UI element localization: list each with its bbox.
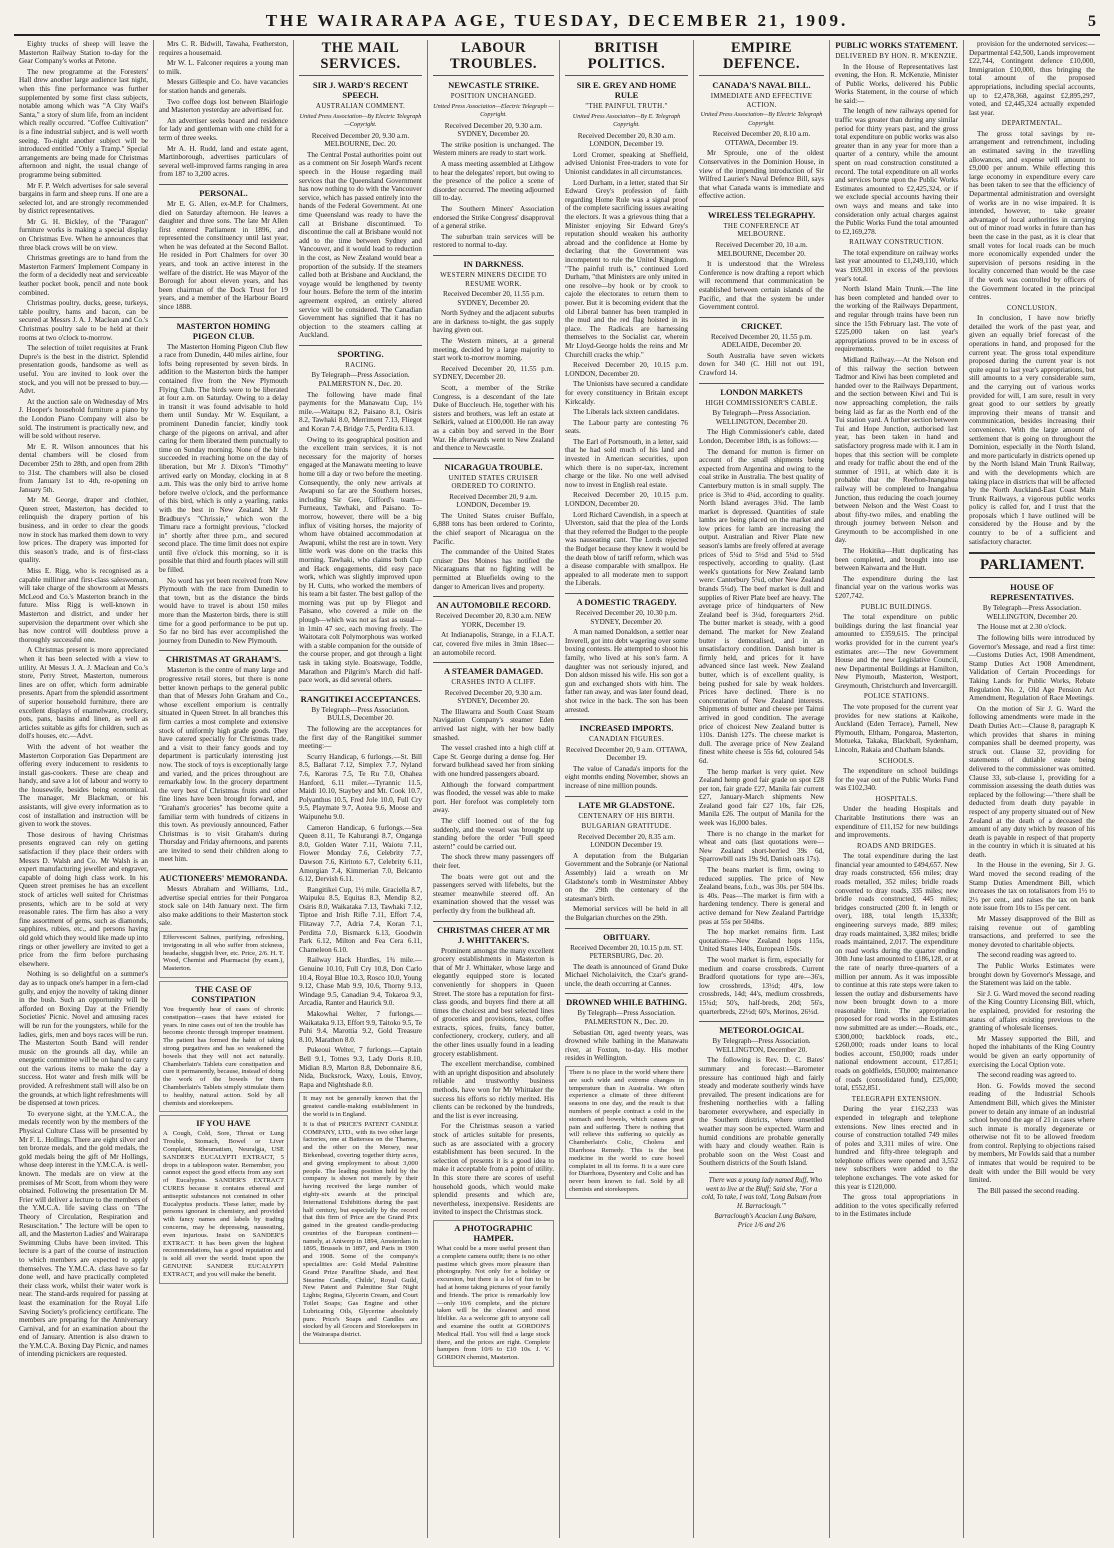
paragraph: The total expenditure during the last financial year amounted to £494,657. New dray roads constructed, 656 miles; dray roads metalled, 352 miles; bridle roads converted to dray roads, 335 miles; new bridle roads constructed, 445 miles; bridges constructed (200 ft. in length or over), 188, total length 15,333ft; engineering surveys made, 889 miles; dray roads maintained, 3,382 miles; bridle roads maintained, 2,017. The expenditure on road works during the quarter ending 30th June last amounted to £186,128, or at the rate of nearly three-quarters of a million per annum. As it was impossible to continue at this rate steps were taken to lessen the outlay and disbursements have now been brought down to a more reasonable limit. The appropriation proposed for road works in the Estimates now submitted are as under:—Roads, etc., £300,000; backblock roads, etc., £260,000; roads under loans to local bodies account, £50,000; roads under national endowment account, £17,851; roads on goldfields, £50,000; maintenance of roads (consolidated fund), £25,000; total, £552,851. [835,852,958,1093]
dateline: Received December 20, 10.30 p.m. SYDNEY, December 20. [575,608,678,626]
paragraph: The gross total appropriations in addition to the votes specifically referred to in the Estimates include [835,1193,958,1219]
paragraph: A deputation from the Bulgarian Government and the Sobranje (or National Assembly) laid a wreath on Mr Gladstone's tomb in Westminster Abbey on the 29th the centenary of the statesman's birth. [565,851,688,903]
house-heading: HOUSE OF REPRESENTATIVES. [990,582,1074,603]
paragraph: Scurry Handicap, 6 furlongs.—St. Bill 8.5, Ballarat 7.12, Simplex 7.7, Nyland 7.6, Karoras 7.5, Te Ru 7.0, Ohahea Hanford, 6.11 miler.—Tyrannic 11.5, Maidi 10.10, Staybey and Mt. Cook 10.7, Polyanthus 10.5, Fred Jole 10.0, Full Cry 9.5, Playmate 9.7, Aotea 9.6, Moose and Waipunehu 9.0. [299,752,422,821]
balsam-advert: Barraclough's Acacian Lung Balsam, Price 1/6 and 2/6 [714,1213,817,1229]
paragraph: The second reading was agreed to. [977,1071,1077,1080]
paragraph: The vote proposed for the current year provides for new stations at Kaikohe, Auckland (Eden Terrace), Parnell, New Plymouth, Eltham, Pongaroa, Masterton, Motueka, Takaka, Blackball, Sydenham, Lincoln, Rakaia and Chatham Islands. [835,702,958,754]
paragraph: The hemp market is very quiet. New Zealand hemp good fair grade on spot £28 per ton, fair grade £27, Manila fair current £27, January-March shipments New Zealand good fair £27 10s, fair £26, Manila £26. The output of Manila for the week was 16,000 bales. [699,767,824,828]
pigeon-club-article [159,343,288,646]
paragraph: Cameron Handicap, 6 furlongs.—Sea Queen 8.11, Te Kahurangi 8.7, Onganga 8.0, Golden Water 7.11, Waiotu 7.11, Flower Monday 7.6, Celebrity 7.7, Dawson 7.6, Kiritoto 6.7, Celebrity 6.11, Amorgian 7.4, Kimmerian 7.0, Belcanto 6.12, Dervish 6.11. [299,823,422,884]
paragraph: The excellent merchandise, combined with an upright disposition and absolutely reliable and trustworthy business methods, have won for Mr Whittaker the success his efforts so richly merited. His clients can be reckoned by the hundreds, and the list is ever increasing. [433,1060,554,1120]
paragraph: Messrs Gillespie and Co. have vacancies for station hands and generals. [159,78,288,95]
dateline: Received December 20, 8.35 a.m. LONDON December 19. [577,832,676,850]
wanted-notices [159,40,288,179]
racing-article [299,391,422,685]
roads-article [835,852,958,1093]
paragraph: The expenditure on school buildings for the year out of the Public Works Fund was £102,340. [835,767,958,793]
racing-subheading: RACING. [345,360,376,369]
constipation-advert-heading: THE CASE OF CONSTIPATION [191,984,256,1005]
paragraph: Mr Massey supported the Bill, and hoped the inhabitants of the King Country would be given an early opportunity of exercising the Local Option vote. [969,1034,1095,1069]
labour-troubles-banner: LABOUR TROUBLES. [433,40,554,76]
grey-article [565,151,688,588]
dateline: Received December 20, 9.30 a.m. SYDNEY, December 20. [444,121,543,139]
naval-subheading: IMMEDIATE AND EFFECTIVE ACTION. [710,92,813,109]
ward-speech-heading: SIR J. WARD'S RECENT SPEECH. [312,80,409,100]
paragraph: Mr Massey disapproved of the Bill as raising revenue out of gambling transactions, and preferred to see the money devoted to charitable objects. [969,915,1095,949]
markets-subheading: HIGH COMMISSIONER'S CABLE. [705,398,818,407]
bulgarian-subheading: BULGARIAN GRATITUDE. [581,822,672,831]
paragraph: The United States cruiser Buffalo, 6,888 tons has been ordered to Corinto, the chief seaport of Nicaragua on the Pacific. [433,511,554,546]
pigeon-club-heading: MASTERTON HOMING PIGEON CLUB. [159,317,288,341]
paragraph: On the motion of Sir J. G. Ward the following amendments were made in the Death Duties Act:—Clause 8, paragraph K which provides that shares in mining companies shall be deemed property, was struck out. Clause 32, providing for statements of dutiable estate being delivered to the commissioner was omitted. Clause 33, sub-clause 1, providing for a commission assessing the death duties was replaced by the following:—"there shall be deducted from death duty payable in respect of any property situated out of New Zealand at the death of a deceased the amount of any duty which by reason of his death is payable in respect of that property in the country in which it is situated at his death. [969,704,1095,859]
paragraph: The beans market is firm, owing to reduced supplies. The price of New Zealand beans, f.o.b., was 30s. per 504 lbs. is 40s. Peas—The market is firm with a hardening tendency. There is general and active demand for New Zealand Partridge peas at 55s per 504lbs. [699,866,824,926]
paragraph: The Liberals lack sixteen candidates. [573,408,680,417]
wireless-subheading: THE CONFERENCE AT MELBOURNE. [723,221,800,239]
public-works-subheading: DELIVERED BY HON. R. M'KENZIE. [835,52,958,60]
paragraph: Mr M. George, draper and clothier, Queen street, Masterton, has decided to relinquish the drapery portion of his business, and in order to clear the goods now in stock has marked them down to very low prices. The drapery was imported for this season's trade, and is of first-class quality. [19,496,148,565]
paragraph: It is understood that the Wireless Conference is now drafting a report which will recommend that communication be established between certain islands of the Pacific, and that the system be under Government control. [699,260,824,312]
cricket-heading: CRICKET. [699,317,824,331]
schools-article [835,767,958,793]
graham-heading: CHRISTMAS AT GRAHAM'S. [159,650,288,664]
paragraph: North Sydney and the adjacent suburbs are in darkness to-night, the gas supply having given out. [433,309,554,335]
western-miners-subheading: WESTERN MINERS DECIDE TO RESUME WORK. [440,271,547,288]
auction-article [159,885,288,928]
masthead-title: THE WAIRARAPA AGE, TUESDAY, DECEMBER 21, 1909. [265,11,849,30]
dateline: By Telegraph—Press Association. WELLINGTON, December 20. [712,1037,811,1054]
dateline: Received December 20, 9.30 a.m. SYDNEY, December 20. [444,688,543,706]
cricket-article [699,352,824,378]
police-article [835,703,958,755]
hospitals-subheading: HOSPITALS. [875,794,918,803]
obituary-article [565,963,688,989]
paragraph: The expenditure during the last financial year on the various works was £207,742. [835,574,958,601]
paragraph: The following have made final payments for the Manawatu Cup, 1½ mile.—Waitapu 8.2, Paisano 8.1, Osiris 8.2, Tawhaki 8.0, Merriment 7.13, Fliegot and Koran 7.4, Bridge 7.5, Perdita 6.13. [299,390,422,433]
paragraph: Sebastian Ott, aged twenty years, was drowned while bathing in the Manawatu river, at Foxton, to-day. His mother resides in Wellington. [565,1028,688,1063]
paragraph: The death is announced of Grand Duke Michael Nicholaivitch, the Czar's grand-uncle, the death occurring at Cannes. [565,962,688,988]
column-7 [830,40,964,1538]
dateline: Received December 20, 10 a.m. MELBOURNE, December 20. [715,240,808,258]
paragraph: A man named Donaldson, a settler near Inverell, got into debt wagering over some boxing contests. He attempted to shoot his family, who lived at his son's farm. A daughter was not seriously injured, and Don aldson missed his wife. His son got a gun and exchanged shots with him. The father ran away, and was later found dead, shot twice in the back. The son has been arrested. [565,628,688,714]
paragraph: The new programme at the Foresters' Hall drew another large audience last night, when this fine performance was further supplemented by some first class subjects, notable among which was "A City Waif's Santa," a story of slum life, from an incident which really occurred. "Coffee Cultivation" is a fine industrial subject, and is well worth seeing. To-night another subject will be introduced entitled "Only a Tramp." Special arrangements are being made for Christmas afternoon and night, the usual change of programme being submitted. [19,67,148,179]
public-works-continued [969,40,1095,117]
dateline: By Telegraph—Press Association. PALMERSTON N., Dec. 20. [577,1009,676,1027]
railway-article [835,249,958,601]
british-politics-banner: BRITISH POLITICS. [565,40,688,76]
paragraph: The Earl of Portsmouth, in a letter, said that he had sold much of his land and invested in American securities, upon which there is no super-tax, increment charge or the like. No one well advised now to invest in English real estate. [565,437,688,489]
paragraph: The wool market is firm, especially for medium and coarse crossbreds. Current Bradford quotations for type are—36's, low crossbreds, 13½d; 40's, low crossbreds, 14d; 44's, medium crossbreds, 15¼d; 50's, half-breds, 20d; 56's, quarterbreds, 22½d; 60's, Merinos, 26½d. [699,955,824,1016]
paragraph: Nothing is so delightful on a summer's day as to unpack one's hamper in a fern-clad gully, and enjoy the novelty of taking dinner in the bush. Such an opportunity will be afforded on Boxing Day at the Friendly Societies' Picnic. Novel and amusing races will be run for the youngsters, while for the ladies, girls, men and boys races will be run. The Masterton South Band will render music on the grounds all day, while an energetic committee will be on hand to carry out the various items to make the day a success. Hot water and fresh milk will be provided. A refreshment stall will also be on the grounds, at which light refreshments will be dispensed at town prices. [19,970,148,1108]
paragraph: Mr Sproule, one of the oldest Conservatives in the Dominion House, in view of the impending introduction of Sir Wilfred Laurier's Naval Defence Bill, says that what Canada wants is immediate and effective action. [699,149,824,201]
conclusion-article [969,314,1095,546]
gladstone-subheading: CENTENARY OF HIS BIRTH. [578,811,675,820]
paragraph: Eighty trucks of sheep will leave the Masterton Railway Station to-day for the Gear Company's works at Petone. [19,40,148,66]
salines-advert: Effervescent Salines, purifying, refreshing, invigorating in all who suffer from sickness, headache, sluggish liver, etc. Price, 2/6. H. T. Wood, Chemist and Pharmacist (by exam.), Masterton. [159,931,288,978]
paragraph: Received December 20, 11.55 p.m. SYDNEY, December 20. [433,364,554,382]
paragraph: Pukeoui Welter, 7 furlongs.—Captain Bell 9.1, Totnes 9.3, Lady Doris 8.10, Midian 8.9, Marton 8.8, Debonnaire 8.6, Nida, Bucksrock, Waxy, Louis, Envoy, Rapa and Nightshade 8.0. [299,1046,422,1089]
paragraph: With the advent of hot weather the Masterton Corporation Gas Department are offering every inducement to residents to install gas-cookers. These are cheap and handy, and save a lot of labour and worry to the housewife, besides being economical. The manager, Mr Blackman, or his assistants, will give every information as to cost of installation and instruction will be given to work the stoves. [19,742,148,829]
sporting-heading: SPORTING. [299,345,422,359]
paragraph: The cliff loomed out of the fog suddenly, and the vessel was brought up standing before the order "Full speed astern!" could be carried out. [433,817,554,851]
paragraph: The strike position is unchanged. The Western miners are ready to start work. [433,140,554,158]
newcastle-strike-heading: NEWCASTLE STRIKE. [448,80,539,90]
paragraph: South Australia have seven wickets down for 340 (C. Hill not out 191, Crawford 14. [699,351,824,378]
paragraph: Mr E. R. Wilson announces that his dental chambers will be closed from December 25th to 28th, and open from 28th to 31st. The chambers will also be closed from January 1st to 4th, re-opening on January 5th. [19,442,148,494]
divider [709,1172,814,1173]
photographic-hamper-advert: A PHOTOGRAPHIC HAMPER. What could be a more useful present than a complete camera outfit; there is no other pastime which gives more pleasure than photography. Not only for a holiday or excursion, but there is a lot of fun to be had at home taking pictures of your family and friends. The price is remarkably low—only 10/6 complete, and the picture taken will be the clearest and most lifelike. As a welcome gift to anyone call and examine the outfit at GORDON'S Medical Hall. You will find a large stock there, and the prices are right. Complete hampers from 10/6 to £10 10s. J. V. GORDON chemist, Masterton. [433,1220,554,1367]
dateline: Received December 20, 9.30 a.m. MELBOURNE, Dec. 20. [311,131,410,149]
personal-heading: PERSONAL. [159,184,288,198]
paragraph: The hop market remains firm. Last quotations—New Zealand hops 115s, United States 140s, European 150s. [699,928,824,954]
steamer-article [433,708,554,916]
imports-article [565,765,688,791]
schools-subheading: SCHOOLS. [878,756,915,765]
paragraph: The House met at 2.30 o'clock. [977,623,1067,632]
eucalypti-advert-heading: IF YOU HAVE [196,1118,251,1129]
newcastle-article [433,141,554,250]
darkness-heading: IN DARKNESS. [433,255,554,269]
paragraph: The length of new railways opened for traffic was greater than during any similar period for thirty years past, and the gross total expenditure on public works was also greater than in any year for more than a quarter of a century, while the amount spent on road construction constituted a record. The total expenditure on all works and services borne upon the Public Works Estimates amounted to £2,425,324, or if we exclude special accounts having their own ways and means and take into consideration only actual charges against the Public Works Fund the total amounted to £2,169,278. [835,107,958,236]
paragraph: The vessel crashed into a high cliff at Cape St. George during a dense fog. Her forward bulkhead saved her from sinking with one hundred passengers aboard. [433,744,554,779]
dateline: Received December 20, 8.30 a.m. LONDON, December 19. [577,131,676,149]
dateline: Received December 20, 11.55 p.m. ADELAIDE, December 20. [710,332,813,350]
meteorological-heading: METEOROLOGICAL [699,1021,824,1035]
paragraph: The Southern Miners' Association endorsed the Strike Congress' disapproval of a general strike. [433,205,554,231]
paragraph: There is no change in the market for wheat and oats (last quotations were—New Zealand short-berried 39s 6d, Sparrowbill oats 19s 9d, Danish oats 17s). [699,829,824,864]
paragraph: The following is Rev. D. C. Bates' summary and forecast:—Barometer pressure has continued high and fairly steady and moderate southerly winds have prevailed. The present indications are for freshening northerlies with a falling barometer everywhere, and especially in the Southern districts, where unsettled weather may soon be expected. Warm and humid conditions are probable generally with hazy and cloudy weather. Rain is probable soon on the West Coast and Southern districts of the South Island. [699,1056,824,1168]
photographic-hamper-heading: A PHOTOGRAPHIC HAMPER. [454,1222,533,1243]
paragraph: To everyone sight, at the Y.M.C.A., the medals recently won by the members of the Physical Culture Class will be presented by Mr F. L. Hollings. There are eight silver and ten bronze medals, and the gold medals, the gold medals being the gift of Mr Hollings, whose deep interest in the Y.M.C.A. is well-known. The medals are on view at the premises of Mr Scott, from whom they were obtained. Following the presentation Dr M. Frier will deliver a lecture to the members of the Y.M.C.A. life saving class on "The Theory of Circulation, Respiration and Resuscitation." The lecture will be open to all, and the Masterton Ladies' and Wairarapa Swimming Clubs have been invited. This lecture is a part of the course of instruction to which members are expected to apply themselves. The Y.M.C.A. class have so far done well, and have practically completed their class work, whilst their water work is near. The stand-ards required for passing at least the examination for the Royal Life Saving Society's proficiency certificate. The members are preparing for the Anniversary Carnival, and for an examination about the end of January. Attention is also drawn to the Y.M.C.A. Boxing Day Picnic, and names of intending picnickers are requested. [19,1109,148,1359]
paragraph: Two coffee dogs lost between Blairlogie and Masterton yesterday are advertised for. [159,97,288,115]
page-number: 5 [1088,13,1096,30]
graham-article [159,666,288,864]
steamer-heading: A STEAMER DAMAGED. [433,662,554,676]
paragraph: The total expenditure on public buildings during the last financial year amounted to £359,615. The principal works provided for in the current year's estimates are:—The new Government House and the new Legislative Council, new Departmental Buildings at Hamilton, New Plymouth, Masterton, Westport, Greymouth, Christchurch and Invercargill. [835,613,958,690]
drowned-heading: DROWNED WHILE BATHING. [565,993,688,1007]
paragraph: Mr F. P. Welch advertises for sale several bargains in farm and sheep runs. If one are a selected lot, and are strongly recommended by district representatives. [19,181,148,216]
police-subheading: POLICE STATIONS. [863,692,930,701]
paragraph: The second reading was agreed to. [977,951,1077,960]
parliament-banner: PARLIAMENT. [969,552,1095,578]
paragraph: Lord Cromer, speaking at Sheffield, advised Unionist Free-traders to vote for Unionist candidates in all circumstances. [565,150,688,177]
paragraph: The Masterton Homing Pigeon Club flew a race from Dunedin, 440 miles airline, four lofts being represented by seven birds. In addition to the Masterton birds the hamper contained five from the New Plymouth Flying Club. The birds were to be liberated at four a.m. on Saturday. Owing to a delay in transit it was found advisable to hold them until Sunday. Mr W. Esquilant, a prominent Dunedin fancier, kindly took charge of the pigeons on arrival, and after caring for them liberated them punctually to time on Sunday morning. None of the birds succeeded in reaching home on the day of liberation, but Mr J. Dixon's "Timothy" arrived early on Monday, clocking in at 8 a.m. This was the only bird to arrive home before twelve o'clock, and the performance of this bird, which is only a yearling, ranks with the best in New Zealand. Mr J. Bradbury's "Chrissie," which won the Timaru race a fortnight previous, "clocked in" shortly after three p.m., and secured second place. The time limit does not expire until five o'clock this morning, so it is possible that third and fourth places will still be filled. [159,342,288,575]
paragraph: Prominent amongst the many excellent grocery establishments in Masterton is that of Mr J. Whittaker, whose large and elegantly equipped store is located conveniently for shoppers in Queen Street. The store has a reputation for first-class goods, and buyers find there at all times the choicest and best selected lines of groceries and provisions, teas, coffee extracts, spices, fruits, fancy butter, confectionery, crockery, cutlery, and all the other lines usually found in a leading grocery establishment. [433,946,554,1058]
paragraph: Messrs Abraham and Williams, Ltd., advertise special entries for their Pongaroa stock sale on 14th January next. The firm also make additions to their Masterton stock sale. [159,885,288,928]
price-candle-advert: It may not be generally known that the greatest candle-making establishment in the world is in England. It is that of PRICE'S PATENT CANDLE COMPANY, LTD., with its two other large factories, one at Battersea on the Thames, and the other on the Mersey, near Birkenhead, covering together thirty acres, and giving employment to about 3,000 people. The leading position held by the company is shown not merely by their having received the large number of eighty-six awards at the principal International Exhibitions during the past half century, but especially by the record that this firm of Price are the Grand Prix gained in the greatest candle-producing countries of the European continent—namely, at Antwerp in 1894, Amsterdam in 1895, Brussels in 1897, and Paris in 1900 and 1908. Some of the company's specialities are: Gold Medal Palmitine Grand Prize Paraffine Shade, and Best Stearine Candle, Childs', Royal Guild, New Patent and Palmitine Star Night Lights; Regina, Glycerin Cream, and Court Toilet Soaps; Gas Engine and other Lubricating Oils, Glycerine absolutely pure. Price's Soaps and Candles are stocked by all Grocers and Storekeepers in the Wairarapa district. [299,1092,422,1344]
dateline: Received December 20, 8.30 a.m. NEW YORK, December 19. [435,612,552,629]
paragraph: Scott, a member of the Strike Congress, is a descendant of the late Duke of Buccleuch. He, together with his sisters and brothers, was left an estate at Selkirk, valued at £100,000. He ran away as a cabin boy and served in the Boer War. He afterwards went to New Zealand and thence to Newcastle. [433,383,554,453]
mail-services-banner: THE MAIL SERVICES. [299,40,422,76]
wireless-article [699,260,824,312]
paragraph: The boats were got out and the passengers served with lifebelts, but the steamer meanwhile steered off. An examination showed that the vessel was perfectly dry from the bulkhead aft. [433,872,554,915]
masthead [14,8,1100,36]
paragraph: The High Commissioner's cable, dated London, December 18th, is as follows:— [699,428,824,445]
paragraph: The total expenditure on railway works last year amounted to £1,249,110, which was £69,301 in excess of the previous year's total. [835,248,958,283]
paragraph: The shock threw many passengers off their feet. [433,853,554,870]
chamberlain-remedy-advert: There is no place in the world where there are such wide and extreme changes in temperature than in Australia. We often experience a climate of three different seasons in one day, and the result is that numbers of people contract a cold in the stomach and bowels, which causes great pain and suffering. There is nothing that will relieve this suffering so quickly as Chamberlain's Colic, Cholera and Diarrhoea Remedy. This is the best medicine in the world to cure bowel complaint in all its forms. It is a sure cure for Diarrhoea, Dysentery and Colic and has never been known to fail. Sold by all chemists and storekeepers. [565,1066,688,1199]
paragraph: Makowhai Welter, 7 furlongs.—Waikataka 9.13, Effort 9.9, Taitoko 9.5, Te Puhi 9.4, Marottia 9.2, Gold Treasure 8.10, Marathon 8.0. [299,1010,422,1044]
whittaker-heading: CHRISTMAS CHEER AT MR J. WHITTAKER'S. [433,921,554,945]
paragraph: The commander of the United States cruiser Des Moines has notified the Nicaraguans that no fighting will be permitted at Bluefields owing to the danger to American lives and property. [433,548,554,591]
paragraph: Rangitikei Cup, 1½ mile. Graciella 8.7, Waipuku 8.5, Equitas 8.3, Mendip 8.2, Osiris 8.0, Waikataka 7.13, Tawhaki 7.12, Tiptoe and Irish Rifle 7.11, Effort 7.4, Flitaway 7.7, Adria 7.4, Koran 7.1, Perditta 7.0, Bismarck 6.13, Goodwin Park 6.12, Milton and Fea Cera 6.11, Chameleon 6.10. [299,885,422,954]
paragraph: The Illawarra and South Coast Steam Navigation Company's steamer Eden arrived last night, with her bow badly smashed. [433,707,554,742]
dateline: Received December 20, 9 a.m. OTTAWA, December 19. [565,745,688,763]
roads-subheading: ROADS AND BRIDGES. [856,841,937,850]
imports-subheading: CANADIAN FIGURES. [588,735,665,744]
paragraph: During the year £162,233 was expended in telegraph and telephone extensions. New lines erected and in course of construction totalled 749 miles of poles and 3,311 miles of wire. One hundred and fifty-three telegraph and telephone offices were opened and 3,552 new subscribers were added to the telephone exchanges. The vote asked for this year is £120,000. [835,1105,958,1191]
paragraph: Mr E. G. Allen, ex-M.P. for Chalmers, died on Saturday afternoon. He leaves a daughter and three sons. The late Mr Allen first entered Parliament in 1896, and represented the constituency until last year, when he was defeated at the Second Ballot. He resided in Port Chalmers for over 30 years, and took an active interest in the welfare of the district. He was Mayor of the Borough for about eleven years, and has been chairman of the Dock Trust for 19 years, and a member of the Harbour Board since 1888. [159,199,288,312]
paragraph: A Christmas present is more appreciated when it has been selected with a view to utility. At Messrs J. A. J. Maclean and Co.'s store, Perry Street, Masterton, numerous lines are on offer, which form admirable presents. Apart from the splendid assortment of superior household furniture, there are excellent displays of enamelware, crockery, pots, pans, basins and linen, as well as articles suitable as gifts for children, such as doll's houses, etc.—Advt. [19,646,148,741]
departmental-subheading: DEPARTMENTAL. [1001,119,1063,128]
imports-heading: INCREASED IMPORTS. [565,719,688,733]
column-2 [154,40,294,1538]
paragraph: In the House in the evening, Sir J. G. Ward moved the second reading of the Stamp Duties Amendment Bill, which increases the tax on totalisators from 1½ to 2½ per cent., and raises the tax on bank note issue from 10s to 15s per cent. [969,861,1095,913]
paragraph: The Labour party are contesting 76 seats. [565,418,688,436]
rangitikei-heading: RANGITIKEI ACCEPTANCES. [299,690,422,704]
paragraph: Railway Hack Hurdles, 1¾ mile.—Genuine 10.10, Full Cry 10.8, Don Carlo 10.4, Royal Blue 10.3, Rosco 10.0, Young 9.12, Chase Mab 9.9, 10.6, Thorny 9.13, Windage 9.5, Canadian 9.4, Tokaroa 9.3, Arcadia, Ranter and Haurick 9.0. [299,956,422,1008]
paragraph: The following bills were introduced by Governor's Message, and read a first time:—Customs Duties Act, 1908 Amendment, Stamp Duties Act 1908 Amendment, Validation of Certain Proceedings for Taking Lands for Public Works, Rebate Regulation No. 2, Old Age Pension Act Amendment, Regulation of Race Meetings. [969,634,1095,703]
grey-home-rule-heading: SIR E. GREY AND HOME RULE [576,80,677,100]
nicaragua-heading: NICARAGUA TROUBLE. [433,458,554,472]
paragraph: Under the heading Hospitals and Charitable Institutions there was an expenditure of £11,152 for new buildings and improvements. [835,805,958,840]
dateline: By Telegraph—Press Association. WELLINGTON, December 20. [982,604,1082,621]
dateline: Received December 20, 10.15 p.m. ST. PETERSBURG, Dec. 20. [570,943,683,961]
paragraph: provision for the undernoted services:—Departmental £42,500, Lands improvement £22,744, Contingent defence £10,000, Immigration £10,000, thus bringing the total amount of the proposed appropriations, including special accounts, up to £2,478,368, against £2,895,297, voted, and £2,445,324 actually expended last year. [969,40,1095,117]
paragraph: Mrs C. R. Bidwill, Tawaha, Featherston, requires a housemaid. [159,40,288,57]
paragraph: Mr A. H. Rudd, land and estate agent, Martinborough, advertises particulars of several well-improved farms ranging in area from 187 to 3,200 acres. [159,144,288,179]
paragraph: For the Christmas season a varied stock of articles suitable for presents, such as are associated with a grocery establishment has been secured. In the selection of presents it is a good idea to make it acceptable from a point of utility. In this store there are scores of useful household goods, which would make splendid presents and which are, nevertheless, inexpensive. Residents are invited to inspect the Christmas stock. [433,1122,554,1217]
paragraph: Owing to its geographical position and the excellent train services, it is not necessary for the majority of horses engaged at the Manawatu meeting to leave home till a day or two before the meeting. Consequently, the only new arrivals at Awapuni so far are the Southern horses, including Sir Gee, Gifford's team—Furneaux, Tawhaki, and Paisano. To-morrow, however, there will be a big influx of visiting horses, the majority of whom have obtained accommodation at Awapuni, whilst the rest are in town. Very little work was done on the tracks this morning. Tawhaki, who claims both Cup and Hack engagements, did easy pace work, which was slightly improved upon by H. Cutts, who worked the members of his team a bit faster. The best gallop of the morning was put up by Fliegot and Paisano, who covered a mile on the plough—which was not as fast as usual—in 1min 47 sec, each moving freely. The Waitotara colt Polymorphous was worked with a stable companion for the outside of the course proper, and got through a light task in taking style. Boatswage, Toddle, Marathon and Pilgrim's March did half-pace work, as did several others. [299,435,422,685]
buildings-subheading: PUBLIC BUILDINGS. [860,602,933,611]
paragraph: The demand for mutton is firmer on account of the small shipments being expected from Argentina and owing to the coal strike in Australia. The best quality of Canterbury mutton is in small supply. The price is 3¾d to 4¼d, according to quality. North Island averages 3¾d. The lamb market is depressed. Quantities of stale lambs are being placed on the market and low prices for lamb are increasing the output. Australian and River Plate new season's lambs are freely offered at average prices of 5¼d to 5½d and 5¼d to 5¾d respectively, according to quality. (Last week's quotations for New Zealand lamb were: Canterbury 5¾d, other New Zealand brands 5¼d). The beef market is dull and supplies of River Plate beef are heavy. The average price of hindquarters of New Zealand beef is 3¼d, forequarters 2½d. The butter market is steady, with a good demand. The market for New Zealand butter is demoralised, and in an unsatisfactory condition. Danish butter is firmly held, and prices for it have advanced since last week. New Zealand butter, which is of excellent quality, is being pushed for sale by weak holders. Prices have declined. There is no concentration of New Zealand interests. Shipments of butter and cheese per Tainui arrived in good condition. The average price of choicest New Zealand butter is 110s. Danish 127s. The cheese market is dull. The average price of New Zealand finest white cheese is 55s 6d, coloured 54s 6d. [699,447,824,765]
dateline: Received December 20, 11.55 p.m. SYDNEY, December 20. [442,290,545,307]
nicaragua-article [433,512,554,591]
paragraph: Masterton is the centre of many large and progressive retail stores, but there is none better known perhaps to the general public than that of Messrs John Graham and Co., whose excellent emporium is centrally situated in Queen Street. In all branches this firm carries a most complete and extensive stock of uniformly high grade goods. They have catered specially for Christmas trade, and a visit to their fancy goods and toy department is particularly interesting just now. The stock of toys is exceptionally large and varied, and the prices throughout are remarkably low. In the grocery department the very best of Christmas fruits and other fine lines have been brought forward, and "Graham's groceries" has become quite a familiar term with hundreds of citizens in this town. As previously announced, Father Christmas is to visit Graham's during Thursday and Friday afternoons, and parents are invited to send their children along to meet him. [159,666,288,864]
paragraph: Although the forward compartment was flooded, the vessel was able to make port. Her forefoot was completely torn away. [433,780,554,815]
telegraph-subheading: TELEGRAPH EXTENSION. [851,1094,942,1103]
copyright-credit: United Press Association—By Electric Telegraph Copyright. [700,111,823,127]
eucalypti-advert: IF YOU HAVE A Cough, Cold, Sore, Throat or Lung Trouble, Stomach, Bowel or Liver Complaint, Rheumatism, Neuralgia, USE SANDER'S EUCALYPTI EXTRACT, 5 drops in a tablespoon water. Remember, you cannot expect the good effects from any sort of Eucalyptus. SANDER'S EXTRACT CURES because it contains ethereal and antiseptic substances not contained in other Eucalyptus products. These latter, made by persons ignorant in chemistry, and provided with fancy names and labels by trading concerns, may be depressing, nauseating, even injurious. Insist on SANDER'S EXTRACT. It has been given the highest recommendations, has a good reputation and is sold all over the world. Insist upon the GENUINE SANDER EUCALYPTI EXTRACT, and you will make the benefit. [159,1115,288,1283]
empire-defence-banner: EMPIRE DEFENCE. [699,40,824,76]
paragraph: The Public Works Estimates were brought down by Governor's Message, and the Statement was laid on the table. [969,962,1095,988]
column-6 [694,40,830,1538]
house-article [969,623,1095,1195]
ward-speech-article [299,151,422,340]
london-markets-heading: LONDON MARKETS [699,383,824,397]
paragraph: The suburban train services will be restored to normal to-day. [433,232,554,250]
paragraph: The Central Postal authorities point out as a comment on Sir Joseph Ward's recent speech in the House regarding mail services that the Queensland Government has now nothing to do with the Vancouver service, which has passed entirely into the hands of the Federal Government. At one time Queensland was ready to have the call at Brisbane discontinued. To discontinue the call at Brisbane would not add to the time between Sydney and Vancouver, and it would lead to reduction in the cost, as New Zealand would bear a proportion of the subsidy. If the steamers called both at Brisbane and Auckland, the voyage would be lengthened by twenty four hours. Before the term of the interim agreement expired, an entirely altered service will be considered. The Canadian Government has signified that it has no objection to the steamers calling at Auckland. [299,150,422,340]
markets-article [699,428,824,1016]
obituary-heading: OBITUARY. [565,928,688,942]
paragraph: In conclusion, I have now briefly detailed the work of the past year, and given an equally brief forecast of the operations in hand, and proposed for the current year. The gross total expenditure proposed during the current year is not quite equal to last year's appropriations, but still amounts to a very considerable sum, and the carrying out of various works provided for will, I am sure, result in very great good to our settlers by greatly improving their means of transit and communication, besides increasing their convenience. With the large amount of settlement that is going on throughout the Dominion, especially in the North Island, and more particularly in districts opened up by the North Island Main Trunk Railway, and with the developments which are taking place in districts that will be affected by the North Auckland-East Coast Main Trunk Railways, a vigorous public works policy is called for, and I trust that the proposals which I have outlined will be considered by the House and by the country to be of a sufficient and satisfactory character. [969,314,1095,546]
paragraph: Hon. G. Fowlds moved the second reading of the Industrial Schools Amendment Bill, which gives the Minister power to detain any inmate of an industrial school beyond the age of 21 in cases where such inmate is morally degenerate or otherwise not fit to be allowed freedom from control. Replying to objections raised by members, Mr Fowlds said that a number of inmates that would be required to be dealt with under the Bill would be very limited. [969,1081,1095,1185]
dateline: By Telegraph—Press Association. BULLS, December 20. [311,705,410,723]
column-8 [964,40,1100,1538]
tragedy-article [565,628,688,714]
buildings-article [835,613,958,690]
paragraph: Received December 20, 10.15 p.m. LONDON, December 20. [565,491,688,509]
paragraph: An advertiser seeks board and residence for lady and gentleman with one child for a term of three weeks. [159,116,288,142]
dateline: By Telegraph—Press Association. WELLINGTON, December 20. [712,409,811,426]
paragraph: Memorial services will be held in all the Bulgarian churches on the 29th. [565,905,688,922]
meteorological-article [699,1056,824,1168]
paragraph: At Indianapolis, Strange, in a F.I.A.T. car, covered five miles in 3min 18sec—an automobile record. [433,631,554,657]
newcastle-subheading: POSITION UNCHANGED. [450,92,537,100]
copyright-credit: United Press Association—By Electric Telegraph —Copyright. [299,112,422,129]
railway-subheading: RAILWAY CONSTRUCTION. [849,238,944,247]
automobile-article [433,631,554,657]
paragraph: Those desirous of having Christmas presents engraved can rely on getting satisfaction if they place their orders with Messrs D. Walsh and Co. Mr Walsh is an expert manufacturing jeweller and engraver, capable of doing high class work. In his Queen street premises he has an excellent stock of articles well suited for Christmas presents, which are to be sold at very reasonable rates. The firm has also a very fine assortment of gems, such as diamonds, sapphires, rubies, etc., and persons having old gold which they would like made up into rings or other jewellery are invited to get a price from the firm before purchasing elsewhere. [19,830,148,968]
ward-speech-subheading: AUSTRALIAN COMMENT. [315,102,406,110]
paragraph: A mass meeting assembled at Lithgow to hear the delegates' report, but owing to the presence of the police a scene of disorder occurred. The meeting adjourned till to-day. [433,160,554,203]
wireless-heading: WIRELESS TELEGRAPHY. [699,206,824,220]
paragraph: Miss E. Rigg, who is recognised as a capable milliner and first-class saleswoman, will take charge of the showroom at Messrs McLeod and Co.'s Masterton branch in the future. Miss Rigg is well-known in Masterton and district, and under her supervision the department over which she has now control will doubtless prove a thoroughly successful one. [19,567,148,644]
hospitals-article [835,805,958,839]
paragraph: Mr W. L. Falconer requires a young man to milk. [159,59,288,76]
column-4 [428,40,560,1538]
tragedy-heading: A DOMESTIC TRAGEDY. [565,593,688,607]
public-works-heading: PUBLIC WORKS STATEMENT. [835,40,958,50]
auction-heading: AUCTIONEERS' MEMORANDA. [159,869,288,883]
paragraph: The Bill passed the second reading. [977,1186,1080,1195]
gladstone-heading: LATE MR GLADSTONE. [565,796,688,810]
conclusion-subheading: CONCLUSION. [1006,303,1058,312]
automobile-heading: AN AUTOMOBILE RECORD. [433,596,554,610]
paragraph: Received December 20, 10.15 p.m. LONDON, December 20. [565,361,688,378]
grey-subheading: "THE PAINFUL TRUTH." [585,102,668,110]
public-works-article [835,63,958,237]
paragraph: North Island Main Trunk.—The line has been completed and handed over to the working of the Railways Department, and regular through trains have been run since the 15th February last. The vote of £225,000 taken on last year's appropriations proved to be in excess of requirements. [835,285,958,354]
copyright-credit: United Press Association—By E. Telegraph Copyright. [572,112,681,129]
paragraph: In the House of Representatives last evening, the Hon. R. McKenzie, Minister of Public Works, delivered his Public Works Statement, in the course of which he said:— [835,62,958,105]
columns [14,40,1100,1538]
dateline: Received December 20, 8.10 a.m. OTTAWA, December 19. [712,130,811,147]
gladstone-article [565,852,688,923]
whittaker-article [433,947,554,1217]
copyright-credit: United Press Association—Electric Telegraph —Copyright. [433,102,554,119]
column-1 [14,40,154,1538]
paragraph: The Unionists have secured a candidate for every constituency in Britain except Kirkcaldy. [565,380,688,406]
paragraph: Christmas greetings are to hand from the Masterton Farmers' Implement Company in the form of a decidedly neat and serviceable leather pocket book, pencil and note book combined. [19,254,148,297]
personal-article [159,200,288,312]
western-miners-article [433,309,554,453]
nicaragua-subheading: UNITED STATES CRUISER ORDERED TO CORINTO. [448,473,539,491]
paragraph: The Western miners, at a general meeting, decided by a large majority to start work to-morrow morning. [433,336,554,363]
paragraph: The following are the acceptances for the first day of the Rangitikei summer meeting:— [299,725,422,751]
departmental-article [969,130,1095,302]
paragraph: At the auction sale on Wednesday of Mrs J. Hooper's household furniture a piano by the London Piano Company will also be sold. The instrument is practically new, and will be sold without reserve. [19,397,148,441]
paragraph: The value of Canada's imports for the eight months ending November, shows an increase of nine million pounds. [565,764,688,790]
paragraph: Midland Railway.—At the Nelson end of this railway the section between Tadmor and Kiwi has been completed and handed over to the Railways Department, and the section between Kiwi and Tui is now approaching completion, the rails being laid as far as the North end of the Tui station yard. A further section between Tui and Hope Junction, authorised last year, has been taken in hand and satisfactory progress made with it. I am in hopes that this section will be complete and ready for traffic about the end of the summer of 1911, at which date it is probable that the Reefton-Inangahua railway will be completed to Inangahua Junction, thus reducing the coach journey between Nelson and the West Coast to about fifty-two miles, and enabling the through journey between Nelson and Greymouth to be accomplished in one day. [835,356,958,545]
paragraph: The gross total savings by re-arrangement and retrenchment, including an estimated saving in the travelling allowances, and expense will amount to £9,000 per annum. While effecting this large economy in expenditure every care has been taken to see that the efficiency of Departmental administration and oversight of works are in no wise impaired. It is intended, however, to take greater advantage of local authorities in carrying out of minor road works in future than has been the case in the past, as it is clear that small votes for local roads can be much more economically expended under the supervision of persons residing in the locality concerned than would be the case if the work was controlled by officers of the Government located in the principal centres. [969,129,1095,302]
dateline: Received December 20, 9 a.m. LONDON, December 19. [449,492,538,510]
column-5 [560,40,694,1538]
rangitikei-article [299,725,422,1089]
paragraph: The selection of toilet requisites at Frank Dupre's is the best in the district. Splendid presentation goods, handsome as well as useful. You are invited to look over the stock, and you will not be pressed to buy.—Advt. [19,344,148,396]
balsam-verse: There was a young lady named Ruff, Who went to live at the Bluff; Said she, "For a cold, To take, I was told, 'Long Balsam from H. Barraclough.'" [701,1177,823,1210]
column-3 [294,40,428,1538]
dateline: By Telegraph—Press Association. PALMERSTON N., Dec. 20. [311,371,410,389]
naval-article [699,149,824,201]
naval-bill-heading: CANADA'S NAVAL BILL. [712,80,811,90]
paragraph: Lord Durham, in a letter, stated that Sir Edward Grey's profession of faith regarding Home Rule was a signal proof of the complete sacrificing issues awaiting the electors. It was a grievous thing that a Minister enjoying Sir Edward Grey's reputation should weaken his authority abroad and the confidence at Home by declaring that the Government was incompetent to rule the United Kingdom. "The painful truth is," continued Lord Durham, "that Ministers are only united in one resolve—by hook or by crook to cajole the electorates to return them to power. But it is becoming evident that the old Liberal banner has been trampled in the mud and the red flag hoisted in its place. The Radicals are harnessing themselves to the Socialist car, wherein Mr Lloyd-George holds the reins and Mr Churchill cracks the whip." [565,178,688,359]
paragraph: Mr G. H. Bickley, of the "Paragon" furniture works is making a special display on Christmas Eve. When he announces that three black crows will be on view. [19,217,148,252]
paragraph: The Hokitika—Hutt duplicating has been completed, and brought into use between Kaiwarra and the Hutt. [835,547,958,573]
paragraph: Christmas poultry, ducks, geese, turkeys, table poultry, hams and bacon, can be secured at Messrs J. A. J. Maclean and Co.'s Christmas poultry sale to be held at their rooms at two o'clock to-morrow. [19,299,148,342]
paragraph: Sir J. G. Ward moved the second reading of the King Country Licensing Bill, which, he explained, provided for restoring the status of affairs existing previous to the granting of wholesale licenses. [969,989,1095,1033]
paragraph: Lord Richard Cavendish, in a speech at Ulverston, said that the plea of the Lords that they referred the Budget to the people was nauseating cant. The Lords rejected the Budget because they knew it would be the death blow of tariff reform, which was a disease comparable with smallpox. He appealed to all moderate men to support the Liberals. [565,510,688,588]
constipation-advert: THE CASE OF CONSTIPATION You frequently hear of cases of chronic constipation—cases that have existed for years. In nine cases out of ten the trouble has become chronic through improper treatment. The patient has formed the habit of taking strong purgatives and has so weakened the bowels that they will not act naturally. Chamberlain's Tablets cure constipation and cure it permanently, because, instead of doing the work of the bowels for them Chamberlain's Tablets simply stimulate them to healthy, natural action. Sold by all chemists and storekeepers. [159,981,288,1112]
drowned-article [565,1029,688,1063]
local-news-list [19,40,148,1359]
telegraph-article [835,1105,958,1219]
paragraph: No word has yet been received from New Plymouth with the race from Dunedin to that town, but as the distance the birds would have to travel is about 150 miles more than the Masterton birds, there is still time for a good performance to be put up. So far no bird has ever accomplished the journey from Dunedin to New Plymouth. [159,576,288,645]
steamer-subheading: CRASHES INTO A CLIFF. [451,678,536,687]
